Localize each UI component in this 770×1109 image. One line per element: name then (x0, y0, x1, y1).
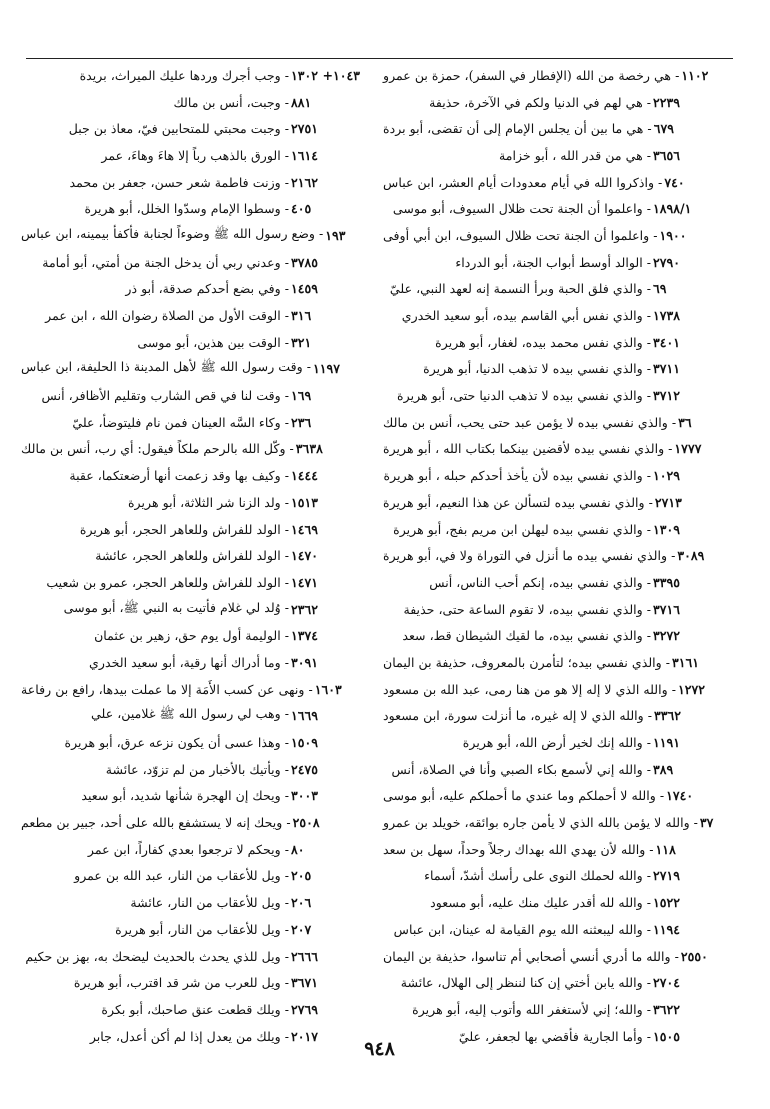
entry-text: - هي ما بين أن يجلس الإمام إلى أن تقضى، أبو بردة (383, 121, 652, 137)
index-entry (383, 249, 723, 276)
entry-number: ٢٠٧ (291, 921, 312, 937)
index-entry (21, 462, 361, 489)
index-entry (21, 302, 361, 329)
entry-text: - الوالد أوسط أبواب الجنة، أبو الدرداء (455, 254, 651, 270)
entry-number: ١٢٧٢ (677, 681, 706, 697)
entry-number: ٢٧٦٩ (291, 1001, 319, 1017)
index-entry (383, 756, 723, 783)
entry-number: ٣٢١ (291, 334, 312, 350)
entry-number: ٣٠٨٩ (677, 548, 705, 564)
index-entry (383, 996, 723, 1023)
entry-text: - والذي نفسي بيده؛ لتأمرن بالمعروف، حذيفة بن اليمان (383, 654, 671, 670)
entry-number: ١١٩٧ (313, 361, 341, 377)
entry-number: ٣٧١٦ (653, 601, 681, 617)
index-entry (383, 356, 723, 383)
entry-number: ١٧٣٨ (653, 308, 681, 324)
entry-text: - والله لا أحملكم وما عندي ما أحملكم عليه، أبو موسى (383, 788, 665, 804)
index-entry (21, 943, 361, 970)
index-entry (21, 996, 361, 1023)
entry-number: ١٩٣ (325, 227, 346, 243)
index-entry (21, 142, 361, 169)
entry-text: - الوقت بين هذين، أبو موسى (137, 334, 289, 350)
index-entry (383, 382, 723, 409)
index-entry (383, 115, 723, 142)
entry-number: ١٠٢٩ (653, 468, 681, 484)
entry-number: ٨٨١ (291, 94, 312, 110)
entry-text: - والله لا يؤمن بالله الذي لا يأمن جاره بوائقه، خويلد بن عمرو (383, 815, 698, 831)
entry-number: ١٣٠٩ (653, 521, 681, 537)
entry-number: ١٥٠٩ (291, 735, 319, 751)
entry-text: - وسطوا الإمام وسدّوا الخلل، أبو هريرة (84, 201, 289, 217)
entry-number: ١٦١٤ (291, 147, 319, 163)
index-entry (383, 783, 723, 810)
index-entry (383, 622, 723, 649)
entry-number: ١٩٠٠ (659, 227, 687, 243)
index-entry (383, 516, 723, 543)
entry-number: ٢٠١٧ (291, 1028, 319, 1044)
entry-text: - والذي نفس أبي القاسم بيده، أبو سعيد الخدري (401, 308, 651, 324)
entry-number: ٣٦ (678, 414, 692, 430)
entry-number: ٨٠ (291, 841, 305, 857)
index-entry (21, 276, 361, 303)
index-entry (383, 863, 723, 890)
entry-text: - وهذا عسى أن يكون نزعه عرق، أبو هريرة (64, 735, 289, 751)
entry-text: - وجبت محبتي للمتحابين فيّ، معاذ بن جبل (68, 121, 289, 137)
entry-text: - الوقت الأول من الصلاة رضوان الله ، ابن عمر (45, 308, 289, 324)
entry-text: - والله؛ إني لأستغفر الله وأتوب إليه، أبو هريرة (412, 1001, 651, 1017)
index-entry (383, 142, 723, 169)
entry-text: - هي رخصة من الله (الإفطار في السفر)، حمزة بن عمرو (383, 67, 680, 83)
entry-text: - وفي بضع أحدكم صدقة، أبو ذر (125, 281, 289, 297)
index-entry (383, 676, 723, 703)
index-entry (21, 969, 361, 996)
entry-number: ٤٠٥ (291, 201, 312, 217)
entry-text: - والله ما أدري أنسي أصحابي أم تناسوا، حذيفة بن اليمان (383, 948, 679, 964)
entry-number: ٣٢٧٢ (653, 628, 681, 644)
entry-number: ١٦٠٣ (314, 681, 342, 697)
index-entry (21, 916, 361, 943)
entry-text: - والله يابن أختي إن كنا لننظر إلى الهلال، عائشة (400, 975, 651, 991)
entry-number: ١٣٧٤ (291, 628, 319, 644)
entry-text: - وهب لي رسول الله ﷺ غلامين، علي (91, 706, 289, 722)
entry-number: ٢٧٩٠ (653, 254, 681, 270)
index-entry (21, 169, 361, 196)
entry-text: - واعلموا أن الجنة تحت ظلال السيوف، ابن أبي أوفى (383, 227, 658, 243)
entry-number: ١٨٩٨/١ (653, 201, 692, 217)
entry-number: ٣٤٠١ (653, 334, 681, 350)
index-entry (21, 489, 361, 516)
entry-text: - وعدني ربي أن يدخل الجنة من أمتي، أبو أمامة (42, 254, 289, 270)
entry-number: ١٥١٣ (291, 494, 319, 510)
entry-text: - وزنت فاطمة شعر حسن، جعفر بن محمد (69, 174, 289, 190)
entry-number: ٢٥٥٠ (680, 948, 708, 964)
entry-number: ٢٧١٣ (654, 494, 682, 510)
index-entry (383, 889, 723, 916)
entry-number: ١٥٠٥ (653, 1028, 681, 1044)
entry-number: ٣٦٥٦ (653, 147, 681, 163)
index-entry (383, 729, 723, 756)
entry-text: - والذي نفسي بيده لا تذهب الدنيا حتى، أبو هريرة (397, 388, 651, 404)
entry-text: - الورق بالذهب رباً إلا هاءَ وهاءَ، عمر (101, 147, 289, 163)
entry-text: - والله ليبعثنه الله يوم القيامة له عينان، ابن عباس (393, 921, 651, 937)
entry-number: ٣١٦ (291, 308, 312, 324)
entry-text: - والذي نفسي بيده، لا تقوم الساعة حتى، حذيفة (403, 601, 651, 617)
index-entry (21, 649, 361, 676)
index-entry (383, 62, 723, 89)
entry-text: - والذي نفسي بيده ليهلن ابن مريم بفج، أبو هريرة (393, 521, 651, 537)
index-entry (21, 836, 361, 863)
entry-text: - والله إني لأسمع بكاء الصبي وأنا في الصلاة، أنس (391, 761, 651, 777)
entry-text: - والذي نفس محمد بيده، لغفار، أبو هريرة (435, 334, 651, 350)
index-entry (383, 969, 723, 996)
index-entry (21, 382, 361, 409)
index-entry (21, 356, 361, 383)
index-entry (21, 195, 361, 222)
entry-number: ٣٦٧١ (291, 975, 319, 991)
entry-text: - الولد للفراش وللعاهر الحجر، عمرو بن شعيب (46, 574, 289, 590)
index-entry (21, 249, 361, 276)
entry-number: ١١٠٢ (681, 67, 709, 83)
entry-text: - والله الذي لا إله غيره، ما أنزلت سورة، ابن مسعود (383, 708, 653, 724)
entry-text: - والذي فلق الحبة وبرأ النسمة إنه لعهد النبي، عليّ (389, 281, 651, 297)
entry-text: - وُلد لي غلام فأتيت به النبي ﷺ، أبو موسى (63, 599, 289, 615)
entry-number: ١٤٦٩ (291, 521, 319, 537)
index-entry (383, 276, 723, 303)
index-entry (21, 756, 361, 783)
entry-text: - والله لله أقدر عليك منك عليه، أبو مسعود (430, 895, 651, 911)
entry-number: ٣٦٣٨ (295, 441, 323, 457)
entry-number: ٣٧٨٥ (291, 254, 319, 270)
index-entry (383, 809, 723, 836)
entry-text: - والذي نفسي بيده لا يؤمن عبد حتى يحب، أنس بن مالك (383, 414, 677, 430)
index-entry (21, 542, 361, 569)
index-entry (383, 89, 723, 116)
entry-number: ٢٣٦٢ (291, 601, 319, 617)
entry-number: ١٤٧٠ (291, 548, 319, 564)
entry-number: ٣٨٩ (653, 761, 674, 777)
entry-number: ٣٧١٢ (653, 388, 681, 404)
entry-number: ٢٧٠٤ (653, 975, 681, 991)
entry-number: ١٧٧٧ (674, 441, 702, 457)
index-entry (383, 596, 723, 623)
entry-number: ٣٧١١ (653, 361, 681, 377)
entry-number: ٢٢٣٩ (653, 94, 681, 110)
index-entry (383, 169, 723, 196)
entry-text: - ويحك إنه لا يستشفع بالله على أحد، جبير بن مطعم (21, 815, 291, 831)
entry-number: ٣٠٩١ (291, 654, 319, 670)
entry-text: - والله إنك لخير أرض الله، أبو هريرة (462, 735, 651, 751)
index-entry (21, 115, 361, 142)
index-entry (383, 462, 723, 489)
index-entry (21, 729, 361, 756)
index-entry (383, 943, 723, 970)
index-entry (21, 622, 361, 649)
entry-text: - ويحكم لا ترجعوا بعدي كفاراً، ابن عمر (87, 841, 289, 857)
entry-number: ٢٥٠٨ (292, 815, 320, 831)
entry-number: ٣٣٦٢ (654, 708, 682, 724)
entry-text: - ويأتيك بالأخبار من لم تزوّد، عائشة (105, 761, 289, 777)
index-entry (21, 863, 361, 890)
index-entry (383, 542, 723, 569)
entry-text: - ويل للأعقاب من النار، عائشة (130, 895, 289, 911)
index-entry (21, 676, 361, 703)
entry-text: - ويلك من يعدل إذا لم أكن أعدل، جابر (89, 1028, 289, 1044)
entry-text: - والذي نفسي بيده لأقضين بينكما بكتاب الله ، أبو هريرة (383, 441, 673, 457)
left-column (21, 62, 361, 1049)
entry-number: ٣١٦١ (672, 654, 700, 670)
entry-text: - والذي نفسي بيده ما أنزل في التوراة ولا في، أبو هريرة (383, 548, 676, 564)
entry-text: - هي لهم في الدنيا ولكم في الآخرة، حذيفة (429, 94, 651, 110)
entry-text: - ويلك قطعت عنق صاحبك، أبو بكرة (101, 1001, 289, 1017)
entry-text: - وضع رسول الله ﷺ وضوءاً لجنابة فأكفأ بيمينه، ابن عباس (21, 225, 324, 241)
entry-text: - ويل للأعقاب من النار، أبو هريرة (115, 921, 289, 937)
entry-text: - وقت لنا في قص الشارب وتقليم الأظافر، أنس (41, 388, 289, 404)
index-entry (21, 329, 361, 356)
index-entry (21, 596, 361, 623)
index-entry (383, 916, 723, 943)
index-entry (21, 409, 361, 436)
entry-text: - والذي نفسي بيده لأن يأخذ أحدكم حبله ، أبو هريرة (383, 468, 651, 484)
top-rule (26, 58, 733, 59)
entry-number: ٢٧٥١ (291, 121, 319, 137)
entry-text: - والله لأن يهدي الله بهداك رجلاً وحداً، سهل بن سعد (383, 841, 654, 857)
entry-text: - هي من قدر الله ، أبو خزامة (498, 147, 651, 163)
entry-number: ١٤٤٤ (291, 468, 319, 484)
entry-text: - وكّل الله بالرحم ملكاً فيقول: أي رب، أنس بن مالك (21, 441, 294, 457)
index-entry (21, 222, 361, 249)
index-entry (21, 889, 361, 916)
index-entry (383, 489, 723, 516)
entry-number: ١١٩٤ (653, 921, 681, 937)
entry-text: - وأما الجارية فأقضي بها لجعفر، عليّ (458, 1028, 651, 1044)
index-entry (383, 329, 723, 356)
index-entry (383, 569, 723, 596)
entry-number: ٣٦٢٢ (653, 1001, 681, 1017)
entry-number: ٢٧١٩ (653, 868, 681, 884)
entry-number: ١٦٩ (291, 388, 312, 404)
right-column (383, 62, 723, 1049)
entry-text: - واذكروا الله في أيام معدودات أيام العشر، ابن عباس (383, 174, 663, 190)
entry-text: - والله الذي لا إله إلا هو من هنا رمى، عبد الله بن مسعود (383, 681, 676, 697)
entry-text: - وقت رسول الله ﷺ لأهل المدينة ذا الحليفة، ابن عباس (21, 359, 312, 375)
entry-number: ١٠٤٣+ ١٣٠٢ (291, 67, 361, 83)
entry-number: ٦٧٩ (653, 121, 674, 137)
entry-number: ١٤٧١ (291, 574, 319, 590)
entry-number: ١٧٤٠ (666, 788, 694, 804)
page-number: ٩٤٨ (364, 1038, 395, 1060)
entry-number: ٧٤٠ (664, 174, 685, 190)
entry-number: ٢٠٦ (291, 895, 312, 911)
index-entry (383, 703, 723, 730)
index-entry (21, 783, 361, 810)
entry-text: - والذي نفسي بيده لتسألن عن هذا النعيم، أبو هريرة (383, 494, 653, 510)
entry-text: - ونهى عن كسب الأَمَة إلا ما عملت بيدها، رافع بن رفاعة (21, 681, 313, 697)
entry-text: - الولد للفراش وللعاهر الحجر، أبو هريرة (79, 521, 289, 537)
entry-number: ١٦٦٩ (291, 708, 319, 724)
entry-text: - واعلموا أن الجنة تحت ظلال السيوف، أبو موسى (392, 201, 651, 217)
entry-text: - ويحك إن الهجرة شأنها شديد، أبو سعيد (81, 788, 289, 804)
index-entry (383, 195, 723, 222)
entry-number: ٣٣٩٥ (653, 574, 681, 590)
entry-number: ٢٣٦ (291, 414, 312, 430)
index-entry (21, 569, 361, 596)
entry-number: ٢٤٧٥ (291, 761, 319, 777)
entry-text: - وكاء السَّه العينان فمن نام فليتوضأ، عليّ (72, 414, 289, 430)
entry-text: - الولد للفراش وللعاهر الحجر، عائشة (95, 548, 289, 564)
entry-text: - ويل للعرب من شر قد اقترب، أبو هريرة (73, 975, 289, 991)
entry-number: ٢١٦٢ (291, 174, 319, 190)
entry-number: ١١٩١ (653, 735, 681, 751)
entry-text: - والذي نفسي بيده، إنكم أحب الناس، أنس (429, 574, 651, 590)
index-entry (21, 809, 361, 836)
entry-text: - الوليمة أول يوم حق، زهير بن عثمان (94, 628, 289, 644)
entry-number: ١٥٢٢ (653, 895, 681, 911)
entry-number: ٦٩ (653, 281, 667, 297)
index-entry (21, 62, 361, 89)
index-entry (21, 516, 361, 543)
index-entry (383, 836, 723, 863)
index-entry (383, 436, 723, 463)
entry-number: ٢٦٦٦ (291, 948, 319, 964)
entry-text: - وما أدراك أنها رقية، أبو سعيد الخدري (89, 654, 289, 670)
entry-number: ٣٧ (699, 815, 714, 831)
entry-text: - وجبت، أنس بن مالك (173, 94, 289, 110)
entry-text: - وجب أجرك وردها عليك الميراث، بريدة (79, 67, 289, 83)
index-entry (21, 703, 361, 730)
entry-number: ٣٠٠٣ (291, 788, 319, 804)
entry-text: - والذي نفسي بيده، ما لقيك الشيطان قط، سعد (402, 628, 651, 644)
entry-number: ١١٨ (655, 841, 676, 857)
entry-text: - ولد الزنا شر الثلاثة، أبو هريرة (127, 494, 289, 510)
index-entry (21, 89, 361, 116)
entry-text: - والذي نفسي بيده لا تذهب الدنيا، أبو هريرة (423, 361, 651, 377)
entry-text: - ويل للذي يحدث بالحديث ليضحك به، بهز بن حكيم (25, 948, 289, 964)
entry-text: - ويل للأعقاب من النار، عبد الله بن عمرو (74, 868, 289, 884)
index-entry (383, 409, 723, 436)
entry-text: - والله لحملك النوى على رأسك أشدّ، أسماء (424, 868, 651, 884)
index-entry (383, 649, 723, 676)
index-entry (21, 436, 361, 463)
entry-number: ١٤٥٩ (291, 281, 319, 297)
entry-text: - وكيف بها وقد زعمت أنها أرضعتكما، عقبة (69, 468, 289, 484)
entry-number: ٢٠٥ (291, 868, 312, 884)
index-entry (383, 302, 723, 329)
index-entry (383, 222, 723, 249)
